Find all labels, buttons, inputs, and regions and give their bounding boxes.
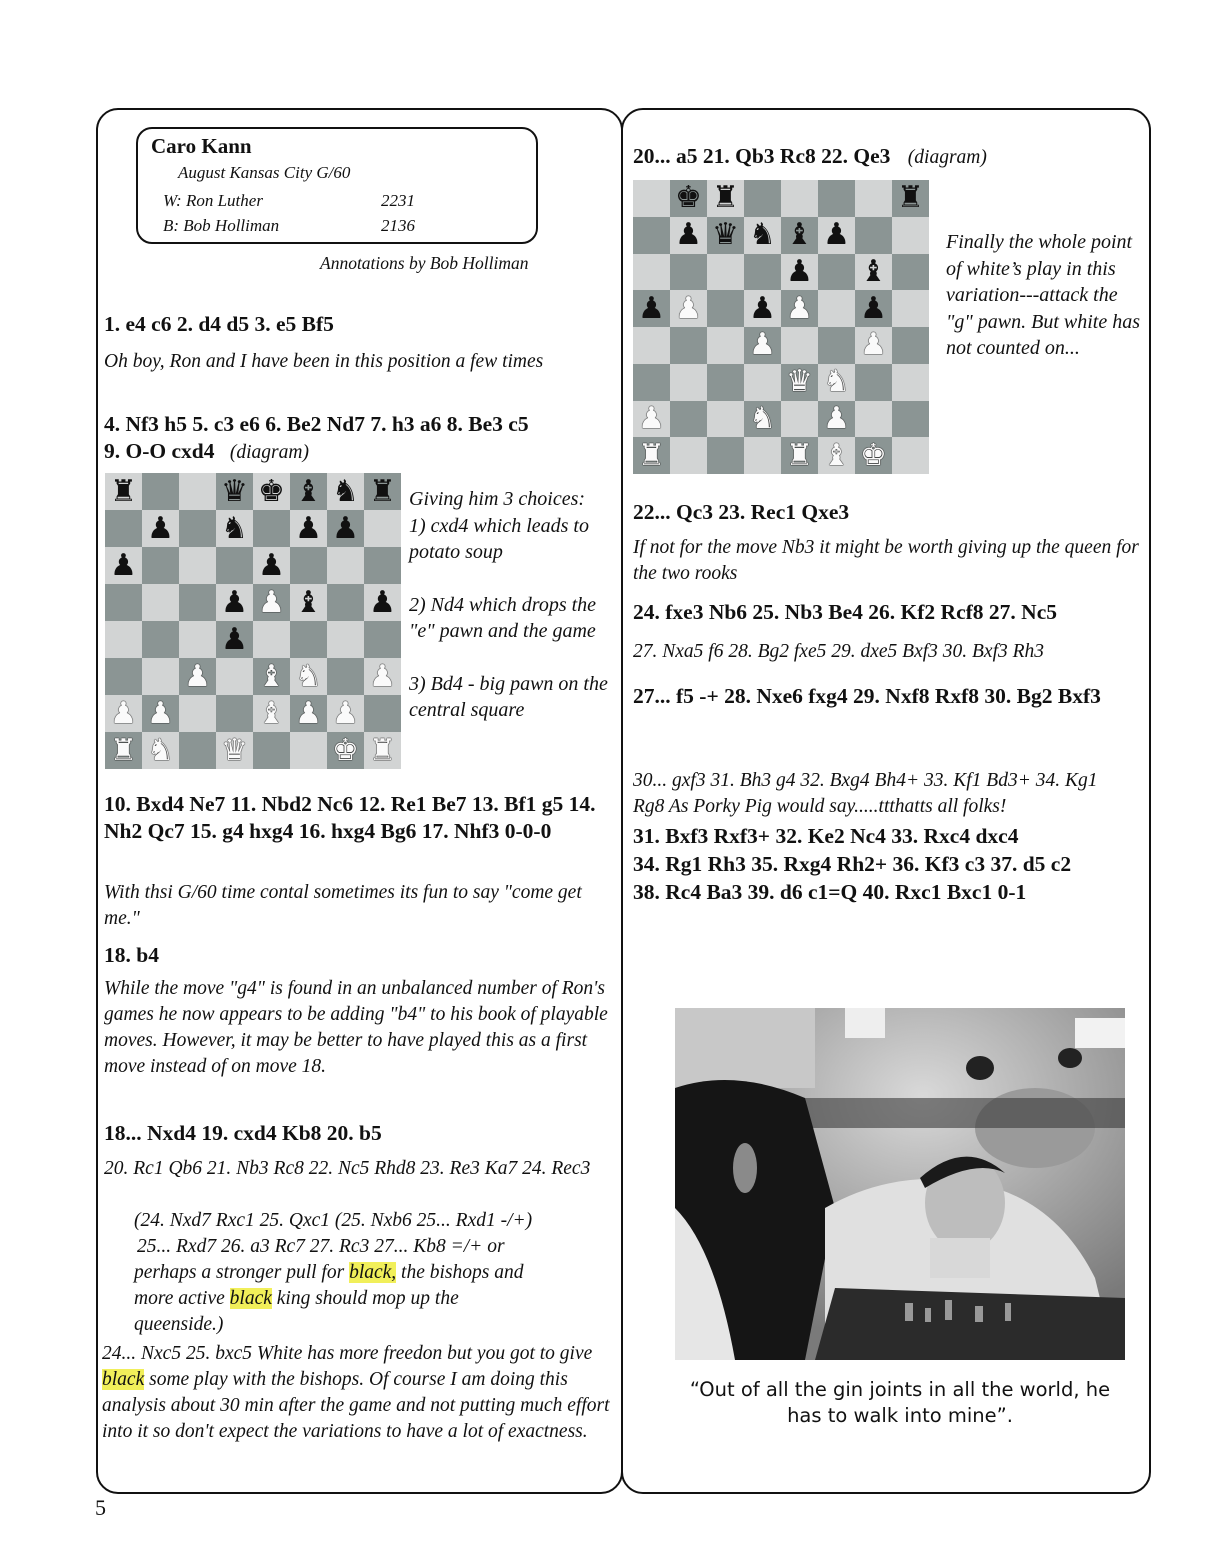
square-c3 (179, 658, 216, 695)
square-e1 (781, 437, 818, 474)
square-c6 (707, 254, 744, 291)
square-g3 (855, 364, 892, 401)
variation-27: 27. Nxa5 f6 28. Bg2 fxe5 29. dxe5 Bxf3 30. Bxf3 Rh3 (633, 641, 1045, 662)
variation-main: 20. Rc1 Qb6 21. Nb3 Rc8 22. Nc5 Rhd8 23. Re3 Ka7 24. Rec3 (104, 1158, 591, 1179)
square-d1 (216, 732, 253, 769)
square-f5 (818, 290, 855, 327)
square-g4 (855, 327, 892, 364)
moves-34-37: 34. Rg1 Rh3 35. Rxg4 Rh2+ 36. Kf3 c3 37. d5 c2 (633, 852, 1072, 876)
square-b7 (670, 217, 707, 254)
board1-notes (409, 486, 619, 724)
square-d3 (744, 364, 781, 401)
square-h3 (364, 658, 401, 695)
black-pawn-icon: ♟ (786, 253, 813, 289)
white-bishop-icon: ♝ (823, 437, 850, 473)
square-c7 (707, 217, 744, 254)
square-g5 (327, 584, 364, 621)
square-d3 (216, 658, 253, 695)
black-pawn-icon: ♟ (110, 547, 137, 583)
square-g8 (327, 473, 364, 510)
square-a1 (105, 732, 142, 769)
chess-diagram-move-9 (105, 473, 401, 769)
square-h7 (892, 217, 929, 254)
square-h7 (364, 510, 401, 547)
game-header-box (136, 127, 538, 244)
square-a7 (105, 510, 142, 547)
square-f1 (290, 732, 327, 769)
square-a2 (633, 401, 670, 438)
square-c5 (179, 584, 216, 621)
square-h6 (364, 547, 401, 584)
square-d8 (216, 473, 253, 510)
comment-opening: Oh boy, Ron and I have been in this position a few times (104, 351, 544, 372)
black-pawn-icon: ♟ (860, 290, 887, 326)
white-pawn-icon: ♟ (147, 695, 174, 731)
square-f4 (818, 327, 855, 364)
moves-20-22 (633, 143, 987, 171)
comment-come-get-me: With thsi G/60 time contal sometimes its fun to say "come get me." (104, 882, 582, 929)
square-a4 (105, 621, 142, 658)
square-c8 (707, 180, 744, 217)
photo-illustration (675, 1008, 1125, 1360)
film-still-photo (675, 1008, 1125, 1360)
square-e3 (781, 364, 818, 401)
text-fragment: the bishops and (396, 1262, 524, 1283)
black-bishop-icon: ♝ (860, 253, 887, 289)
comment-queen-for-rooks: If not for the move Nb3 it might be worth giving up the queen for the two rooks (633, 537, 1139, 584)
black-rook-icon: ♜ (110, 473, 137, 509)
moves-22-23: 22... Qc3 23. Rec1 Qxe3 (633, 500, 850, 524)
square-c7 (179, 510, 216, 547)
moves-10-17: 10. Bxd4 Ne7 11. Nbd2 Nc6 12. Re1 Be7 13. Bf1 g5 14. Nh2 Qc7 15. g4 hxg4 16. hxg4 Bg6 17. Nhf3 0-0-0 (104, 792, 596, 843)
square-a2 (105, 695, 142, 732)
square-c2 (179, 695, 216, 732)
square-g2 (855, 401, 892, 438)
square-f6 (290, 547, 327, 584)
square-g7 (327, 510, 364, 547)
square-c3 (707, 364, 744, 401)
black-bishop-icon: ♝ (295, 584, 322, 620)
square-g6 (327, 547, 364, 584)
square-e7 (781, 217, 818, 254)
square-c1 (707, 437, 744, 474)
black-rating: 2136 (381, 216, 415, 235)
white-pawn-icon: ♟ (332, 695, 359, 731)
square-c6 (179, 547, 216, 584)
white-knight-icon: ♞ (147, 732, 174, 768)
square-h4 (892, 327, 929, 364)
square-g4 (327, 621, 364, 658)
moves-27-30: 27... f5 -+ 28. Nxe6 fxg4 29. Nxf8 Rxf8 30. Bg2 Bxf3 (633, 684, 1101, 708)
square-e2 (253, 695, 290, 732)
square-e5 (253, 584, 290, 621)
square-d5 (216, 584, 253, 621)
white-bishop-icon: ♝ (258, 658, 285, 694)
white-pawn-icon: ♟ (823, 400, 850, 436)
white-king-icon: ♚ (332, 732, 359, 768)
board1-note-choice-2: 2) Nd4 which drops the "e" pawn and the game (409, 593, 597, 642)
white-pawn-icon: ♟ (675, 290, 702, 326)
square-h8 (892, 180, 929, 217)
text-fragment: 24... Nxc5 25. bxc5 White has more freedon but you got to give (102, 1343, 593, 1364)
moves-9-text: 9. O-O cxd4 (104, 439, 215, 463)
annotator-credit: Annotations by Bob Holliman (320, 253, 529, 273)
white-knight-icon: ♞ (295, 658, 322, 694)
square-e3 (253, 658, 290, 695)
square-g7 (855, 217, 892, 254)
moves-20-22-text: 20... a5 21. Qb3 Rc8 22. Qe3 (633, 144, 891, 168)
square-h2 (892, 401, 929, 438)
square-e8 (253, 473, 290, 510)
square-b8 (142, 473, 179, 510)
board1-note-choice-3: 3) Bd4 - big pawn on the central square (409, 672, 608, 721)
square-f7 (290, 510, 327, 547)
variation-sub-line-4 (134, 1286, 614, 1312)
square-b7 (142, 510, 179, 547)
variation-sub (134, 1208, 614, 1338)
square-c4 (179, 621, 216, 658)
square-a5 (633, 290, 670, 327)
black-knight-icon: ♞ (221, 510, 248, 546)
square-b1 (142, 732, 179, 769)
square-b2 (142, 695, 179, 732)
photo-caption: “Out of all the gin joints in all the world, he has to walk into mine”. (689, 1378, 1111, 1427)
diagram-tag: (diagram) (907, 147, 987, 168)
highlighted-word-black: black, (349, 1262, 397, 1283)
moves-9 (104, 438, 309, 466)
game-title: Caro Kann (151, 134, 252, 158)
square-b5 (142, 584, 179, 621)
moves-24-27: 24. fxe3 Nb6 25. Nb3 Be4 26. Kf2 Rcf8 27. Nc5 (633, 600, 1057, 624)
square-e4 (253, 621, 290, 658)
white-rook-icon: ♜ (110, 732, 137, 768)
move-18: 18. b4 (104, 943, 159, 967)
square-f8 (290, 473, 327, 510)
white-player: W: Ron Luther (163, 191, 263, 210)
black-pawn-icon: ♟ (638, 290, 665, 326)
square-f3 (818, 364, 855, 401)
square-b6 (670, 254, 707, 291)
variation-sub-line-3 (134, 1260, 614, 1286)
highlighted-word-black: black (229, 1288, 272, 1309)
square-h4 (364, 621, 401, 658)
square-d8 (744, 180, 781, 217)
square-d2 (216, 695, 253, 732)
square-d4 (216, 621, 253, 658)
white-pawn-icon: ♟ (860, 327, 887, 363)
square-a6 (633, 254, 670, 291)
moves-1-3: 1. e4 c6 2. d4 d5 3. e5 Bf5 (104, 312, 334, 336)
black-pawn-icon: ♟ (675, 217, 702, 253)
black-pawn-icon: ♟ (823, 217, 850, 253)
white-bishop-icon: ♝ (258, 695, 285, 731)
highlighted-word-black: black (102, 1369, 145, 1390)
square-a6 (105, 547, 142, 584)
white-rating: 2231 (381, 191, 415, 210)
square-e6 (253, 547, 290, 584)
square-a8 (105, 473, 142, 510)
comment-b4: While the move "g4" is found in an unbalanced number of Ron's games he now appears to be adding "b4" to his book of playable moves. However, it may be better to have played this as a first move instead of on move 18. (104, 978, 608, 1077)
chess-diagram-move-22 (633, 180, 929, 474)
square-f3 (290, 658, 327, 695)
square-h5 (892, 290, 929, 327)
text-fragment: perhaps a stronger pull for (134, 1262, 350, 1283)
square-d7 (744, 217, 781, 254)
black-pawn-icon: ♟ (221, 621, 248, 657)
moves-4-8: 4. Nf3 h5 5. c3 e6 6. Be2 Nd7 7. h3 a6 8. Be3 c5 (104, 412, 529, 436)
black-king-icon: ♚ (675, 180, 702, 216)
square-e8 (781, 180, 818, 217)
square-h6 (892, 254, 929, 291)
square-f1 (818, 437, 855, 474)
square-g2 (327, 695, 364, 732)
square-a3 (105, 658, 142, 695)
square-f8 (818, 180, 855, 217)
moves-31-33: 31. Bxf3 Rxf3+ 32. Ke2 Nc4 33. Rxc4 dxc4 (633, 824, 1019, 848)
white-pawn-icon: ♟ (369, 658, 396, 694)
square-g8 (855, 180, 892, 217)
square-b3 (142, 658, 179, 695)
square-d7 (216, 510, 253, 547)
black-king-icon: ♚ (258, 473, 285, 509)
variation-sub-line-5: queenside.) (134, 1314, 224, 1335)
black-player: B: Bob Holliman (163, 216, 280, 235)
moves-18-20: 18... Nxd4 19. cxd4 Kb8 20. b5 (104, 1121, 382, 1145)
square-c8 (179, 473, 216, 510)
moves-38-40: 38. Rc4 Ba3 39. d6 c1=Q 40. Rxc1 Bxc1 0-1 (633, 880, 1027, 904)
square-d6 (216, 547, 253, 584)
variation-30: 30... gxf3 31. Bh3 g4 32. Bxg4 Bh4+ 33. Kf1 Bd3+ 34. Kg1 Rg8 As Porky Pig would say.....ttthatts all folks! (633, 770, 1098, 817)
square-b1 (670, 437, 707, 474)
black-pawn-icon: ♟ (147, 510, 174, 546)
black-rook-icon: ♜ (897, 180, 924, 216)
square-e7 (253, 510, 290, 547)
square-b4 (670, 327, 707, 364)
black-pawn-icon: ♟ (749, 290, 776, 326)
square-f4 (290, 621, 327, 658)
white-pawn-icon: ♟ (184, 658, 211, 694)
board1-note-choice-1: 1) cxd4 which leads to potato soup (409, 514, 589, 563)
square-c2 (707, 401, 744, 438)
white-pawn-icon: ♟ (749, 327, 776, 363)
white-rook-icon: ♜ (786, 437, 813, 473)
variation-sub-line-1: (24. Nxd7 Rxc1 25. Qxc1 (25. Nxb6 25... Rxd1 -/+) (134, 1210, 533, 1231)
square-a8 (633, 180, 670, 217)
square-f2 (290, 695, 327, 732)
text-fragment: king should mop up the (271, 1288, 459, 1309)
page-number: 5 (95, 1495, 106, 1520)
text-fragment: some play with the bishops. Of course I am doing this analysis about 30 min after the game and not putting much effort into it so don't expect the variations to have a lot of exactness. (102, 1369, 610, 1442)
black-queen-icon: ♛ (712, 217, 739, 253)
square-d1 (744, 437, 781, 474)
square-e2 (781, 401, 818, 438)
square-a5 (105, 584, 142, 621)
square-d5 (744, 290, 781, 327)
text-fragment: more active (134, 1288, 230, 1309)
square-c1 (179, 732, 216, 769)
square-g5 (855, 290, 892, 327)
square-h1 (892, 437, 929, 474)
square-b3 (670, 364, 707, 401)
black-rook-icon: ♜ (712, 180, 739, 216)
square-e1 (253, 732, 290, 769)
square-e6 (781, 254, 818, 291)
variation-sub-line-2: 25... Rxd7 26. a3 Rc7 27. Rc3 27... Kb8 =/+ or (137, 1236, 505, 1257)
square-h5 (364, 584, 401, 621)
square-e4 (781, 327, 818, 364)
white-knight-icon: ♞ (823, 364, 850, 400)
square-e5 (781, 290, 818, 327)
board2-note: Finally the whole point of white’s play in this variation---attack the "g" pawn. But white has not counted on... (946, 231, 1141, 359)
square-g6 (855, 254, 892, 291)
black-pawn-icon: ♟ (258, 547, 285, 583)
white-rook-icon: ♜ (369, 732, 396, 768)
white-pawn-icon: ♟ (258, 584, 285, 620)
board1-note-intro: Giving him 3 choices: (409, 488, 586, 510)
square-c4 (707, 327, 744, 364)
square-h2 (364, 695, 401, 732)
square-g3 (327, 658, 364, 695)
square-d4 (744, 327, 781, 364)
square-f6 (818, 254, 855, 291)
square-h1 (364, 732, 401, 769)
white-rook-icon: ♜ (638, 437, 665, 473)
square-b2 (670, 401, 707, 438)
square-a7 (633, 217, 670, 254)
black-pawn-icon: ♟ (295, 510, 322, 546)
black-bishop-icon: ♝ (786, 217, 813, 253)
closing-comment (102, 1341, 616, 1445)
black-knight-icon: ♞ (332, 473, 359, 509)
black-pawn-icon: ♟ (221, 584, 248, 620)
square-f5 (290, 584, 327, 621)
white-knight-icon: ♞ (749, 400, 776, 436)
black-rook-icon: ♜ (369, 473, 396, 509)
square-b4 (142, 621, 179, 658)
square-f7 (818, 217, 855, 254)
square-a3 (633, 364, 670, 401)
square-d6 (744, 254, 781, 291)
diagram-tag: (diagram) (229, 442, 309, 463)
white-pawn-icon: ♟ (295, 695, 322, 731)
square-b5 (670, 290, 707, 327)
black-pawn-icon: ♟ (369, 584, 396, 620)
square-a1 (633, 437, 670, 474)
black-pawn-icon: ♟ (332, 510, 359, 546)
white-queen-icon: ♛ (786, 364, 813, 400)
black-knight-icon: ♞ (749, 217, 776, 253)
black-queen-icon: ♛ (221, 473, 248, 509)
square-b6 (142, 547, 179, 584)
square-d2 (744, 401, 781, 438)
square-f2 (818, 401, 855, 438)
black-bishop-icon: ♝ (295, 473, 322, 509)
square-h3 (892, 364, 929, 401)
square-h8 (364, 473, 401, 510)
square-g1 (855, 437, 892, 474)
square-g1 (327, 732, 364, 769)
square-c5 (707, 290, 744, 327)
white-king-icon: ♚ (860, 437, 887, 473)
square-a4 (633, 327, 670, 364)
white-pawn-icon: ♟ (110, 695, 137, 731)
white-pawn-icon: ♟ (786, 290, 813, 326)
game-event: August Kansas City G/60 (178, 163, 351, 182)
square-b8 (670, 180, 707, 217)
white-pawn-icon: ♟ (638, 400, 665, 436)
white-queen-icon: ♛ (221, 732, 248, 768)
